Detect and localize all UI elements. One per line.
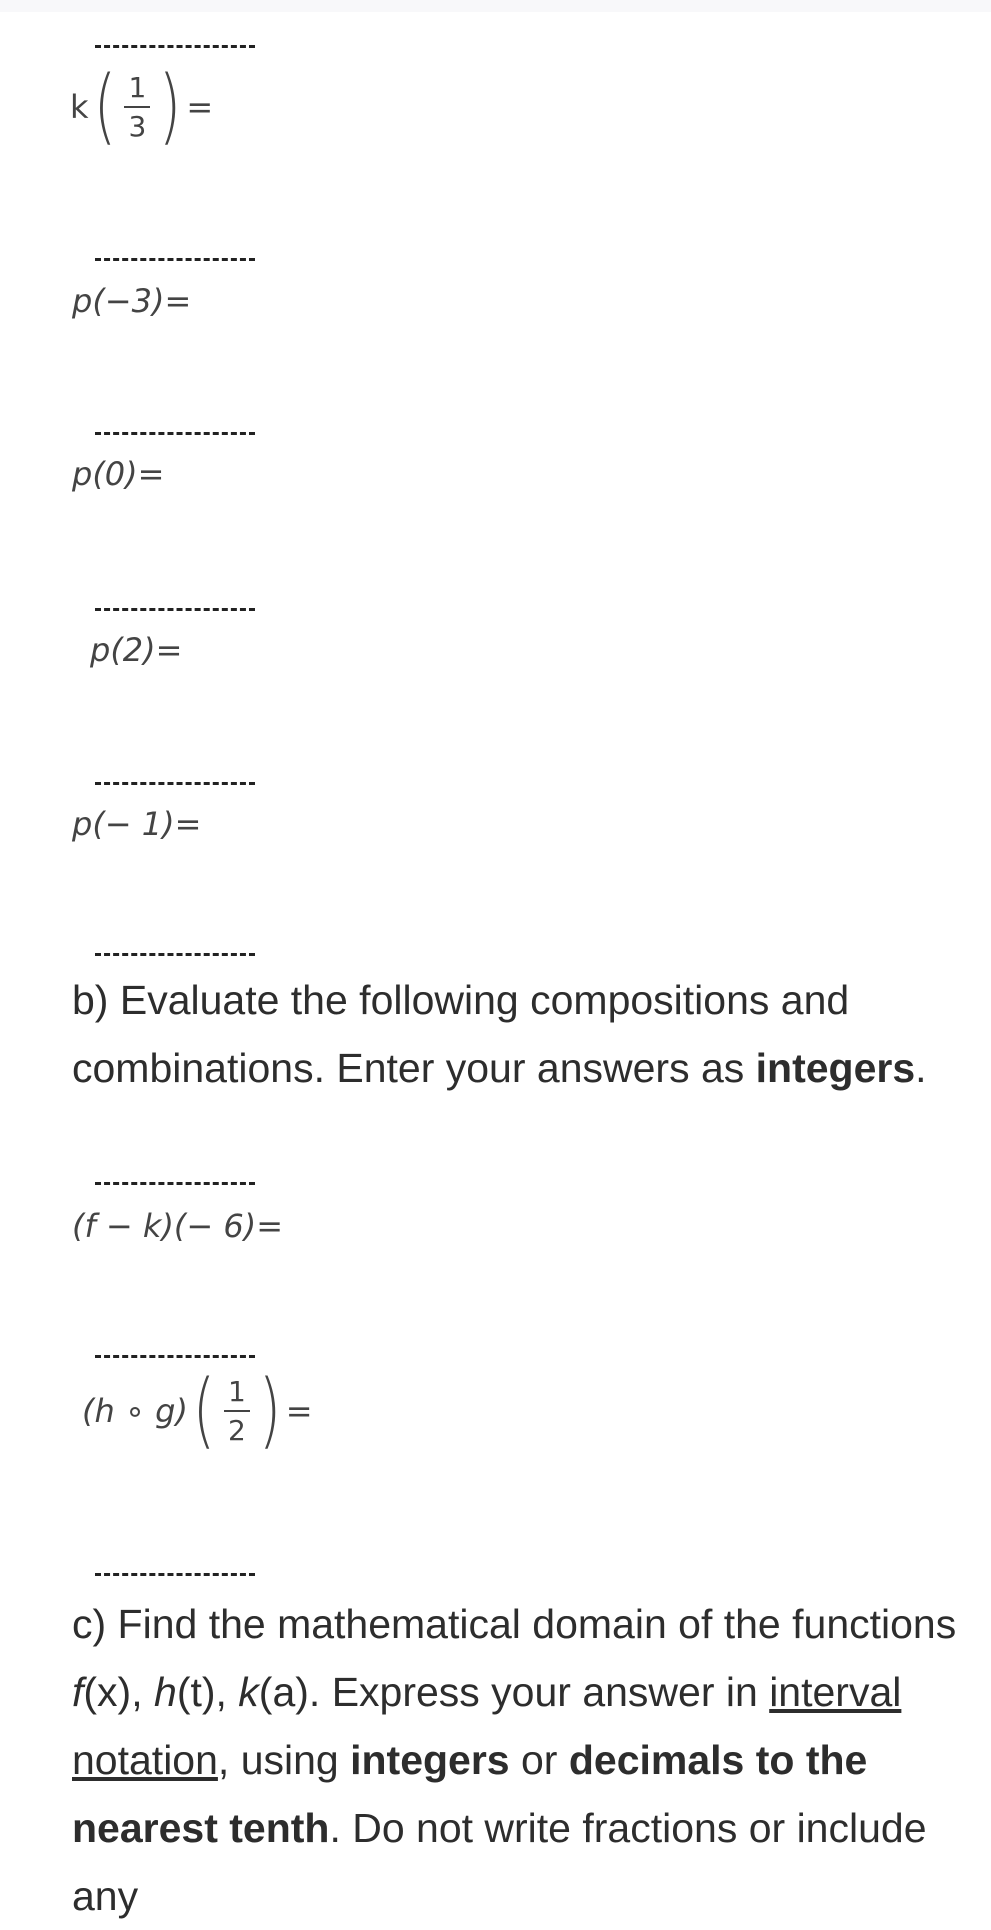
equals-sign: = bbox=[186, 88, 214, 126]
p-neg1: p(− 1)= bbox=[72, 805, 202, 843]
p-2: p(2)= bbox=[90, 631, 183, 669]
answer-blank[interactable] bbox=[95, 608, 255, 611]
fraction bbox=[123, 71, 153, 143]
numerator: 1 bbox=[227, 1375, 246, 1408]
answer-blank[interactable] bbox=[95, 782, 255, 785]
right-paren: ) bbox=[159, 59, 182, 154]
denominator: 2 bbox=[227, 1414, 246, 1447]
h-compose-g-of-half bbox=[82, 1363, 313, 1458]
answer-blank[interactable] bbox=[95, 1182, 255, 1185]
answer-blank[interactable] bbox=[95, 1355, 255, 1358]
left-paren: ( bbox=[93, 59, 116, 154]
right-paren: ) bbox=[258, 1363, 281, 1458]
function-name: (h ∘ g) bbox=[82, 1392, 188, 1430]
fraction bbox=[222, 1375, 252, 1447]
answer-blank[interactable] bbox=[95, 432, 255, 435]
numerator: 1 bbox=[128, 71, 147, 104]
answer-blank[interactable] bbox=[95, 1573, 255, 1576]
p-0: p(0)= bbox=[72, 455, 165, 493]
answer-blank[interactable] bbox=[95, 45, 255, 48]
answer-blank[interactable] bbox=[95, 953, 255, 956]
denominator: 3 bbox=[128, 110, 147, 143]
answer-blank[interactable] bbox=[95, 258, 255, 261]
p-neg3: p(−3)= bbox=[72, 282, 192, 320]
top-bar bbox=[0, 0, 991, 12]
part-b-instructions: b) Evaluate the following compositions and combinations. Enter your answers as integers. bbox=[72, 977, 927, 1091]
left-paren: ( bbox=[192, 1363, 216, 1458]
equals-sign: = bbox=[285, 1392, 313, 1430]
function-name: k bbox=[70, 88, 89, 126]
k-of-one-third bbox=[70, 59, 214, 154]
f-minus-k: (f − k)(− 6)= bbox=[72, 1207, 284, 1245]
part-c-instructions: c) Find the mathematical domain of the functions f(x), h(t), k(a). Express your answer in interval notation, using integers or decimals to the nearest tenth. Do not write fractions or include any bbox=[72, 1601, 957, 1919]
